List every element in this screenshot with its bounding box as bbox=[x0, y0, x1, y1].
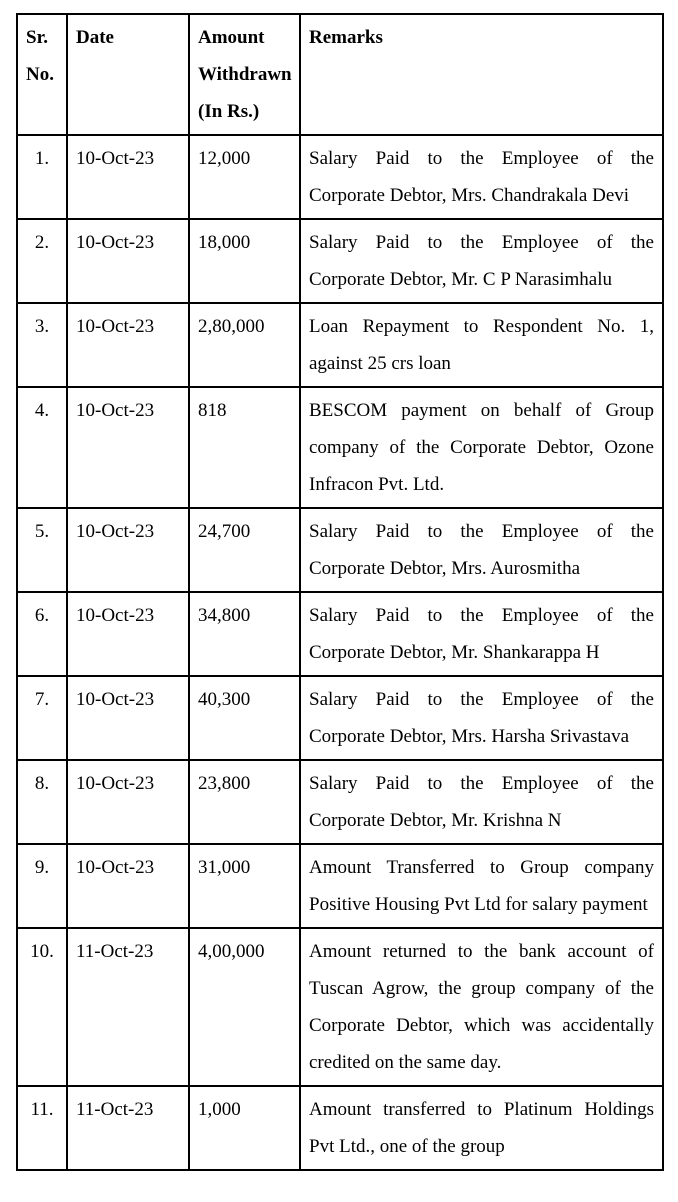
table-row bbox=[17, 219, 663, 303]
amount-cell: 31,000 bbox=[189, 844, 300, 928]
sr-no-cell: 4. bbox=[17, 387, 67, 508]
remarks-cell: Loan Repayment to Respondent No. 1, against 25 crs loan bbox=[300, 303, 663, 387]
sr-no-cell: 6. bbox=[17, 592, 67, 676]
amount-cell: 34,800 bbox=[189, 592, 300, 676]
sr-no-cell: 1. bbox=[17, 135, 67, 219]
date-cell: 11-Oct-23 bbox=[67, 928, 189, 1086]
table-row bbox=[17, 135, 663, 219]
remarks-cell: Amount Transferred to Group company Positive Housing Pvt Ltd for salary payment bbox=[300, 844, 663, 928]
date-cell: 10-Oct-23 bbox=[67, 844, 189, 928]
sr-no-cell: 9. bbox=[17, 844, 67, 928]
sr-no-cell: 10. bbox=[17, 928, 67, 1086]
sr-no-cell: 8. bbox=[17, 760, 67, 844]
amount-cell: 4,00,000 bbox=[189, 928, 300, 1086]
amount-cell: 40,300 bbox=[189, 676, 300, 760]
remarks-cell: Salary Paid to the Employee of the Corporate Debtor, Mr. Shankarappa H bbox=[300, 592, 663, 676]
amount-cell: 12,000 bbox=[189, 135, 300, 219]
sr-no-cell: 5. bbox=[17, 508, 67, 592]
header-row bbox=[17, 14, 663, 135]
date-cell: 10-Oct-23 bbox=[67, 592, 189, 676]
remarks-cell: Salary Paid to the Employee of the Corporate Debtor, Mr. C P Narasimhalu bbox=[300, 219, 663, 303]
header-remarks: Remarks bbox=[300, 14, 663, 135]
table-row bbox=[17, 928, 663, 1086]
remarks-cell: Salary Paid to the Employee of the Corporate Debtor, Mrs. Aurosmitha bbox=[300, 508, 663, 592]
amount-cell: 18,000 bbox=[189, 219, 300, 303]
table-row bbox=[17, 303, 663, 387]
header-amount: Amount Withdrawn (In Rs.) bbox=[189, 14, 300, 135]
date-cell: 10-Oct-23 bbox=[67, 676, 189, 760]
amount-cell: 818 bbox=[189, 387, 300, 508]
withdrawals-table bbox=[16, 13, 664, 1171]
remarks-cell: Salary Paid to the Employee of the Corporate Debtor, Mrs. Harsha Srivastava bbox=[300, 676, 663, 760]
date-cell: 10-Oct-23 bbox=[67, 508, 189, 592]
date-cell: 10-Oct-23 bbox=[67, 303, 189, 387]
table-row bbox=[17, 676, 663, 760]
date-cell: 10-Oct-23 bbox=[67, 135, 189, 219]
remarks-cell: Salary Paid to the Employee of the Corporate Debtor, Mr. Krishna N bbox=[300, 760, 663, 844]
date-cell: 11-Oct-23 bbox=[67, 1086, 189, 1170]
table-row bbox=[17, 1086, 663, 1170]
amount-cell: 24,700 bbox=[189, 508, 300, 592]
header-date: Date bbox=[67, 14, 189, 135]
amount-cell: 2,80,000 bbox=[189, 303, 300, 387]
remarks-cell: Amount transferred to Platinum Holdings Pvt Ltd., one of the group bbox=[300, 1086, 663, 1170]
table-row bbox=[17, 592, 663, 676]
sr-no-cell: 7. bbox=[17, 676, 67, 760]
amount-cell: 1,000 bbox=[189, 1086, 300, 1170]
sr-no-cell: 3. bbox=[17, 303, 67, 387]
sr-no-cell: 11. bbox=[17, 1086, 67, 1170]
table-row bbox=[17, 508, 663, 592]
table-row bbox=[17, 760, 663, 844]
remarks-cell: Salary Paid to the Employee of the Corporate Debtor, Mrs. Chandrakala Devi bbox=[300, 135, 663, 219]
remarks-cell: Amount returned to the bank account of Tuscan Agrow, the group company of the Corporate Debtor, which was accidentally credited on the same day. bbox=[300, 928, 663, 1086]
table-row bbox=[17, 844, 663, 928]
amount-cell: 23,800 bbox=[189, 760, 300, 844]
table-row bbox=[17, 387, 663, 508]
date-cell: 10-Oct-23 bbox=[67, 387, 189, 508]
header-sr-no: Sr. No. bbox=[17, 14, 67, 135]
sr-no-cell: 2. bbox=[17, 219, 67, 303]
date-cell: 10-Oct-23 bbox=[67, 219, 189, 303]
date-cell: 10-Oct-23 bbox=[67, 760, 189, 844]
remarks-cell: BESCOM payment on behalf of Group company of the Corporate Debtor, Ozone Infracon Pvt. Ltd. bbox=[300, 387, 663, 508]
